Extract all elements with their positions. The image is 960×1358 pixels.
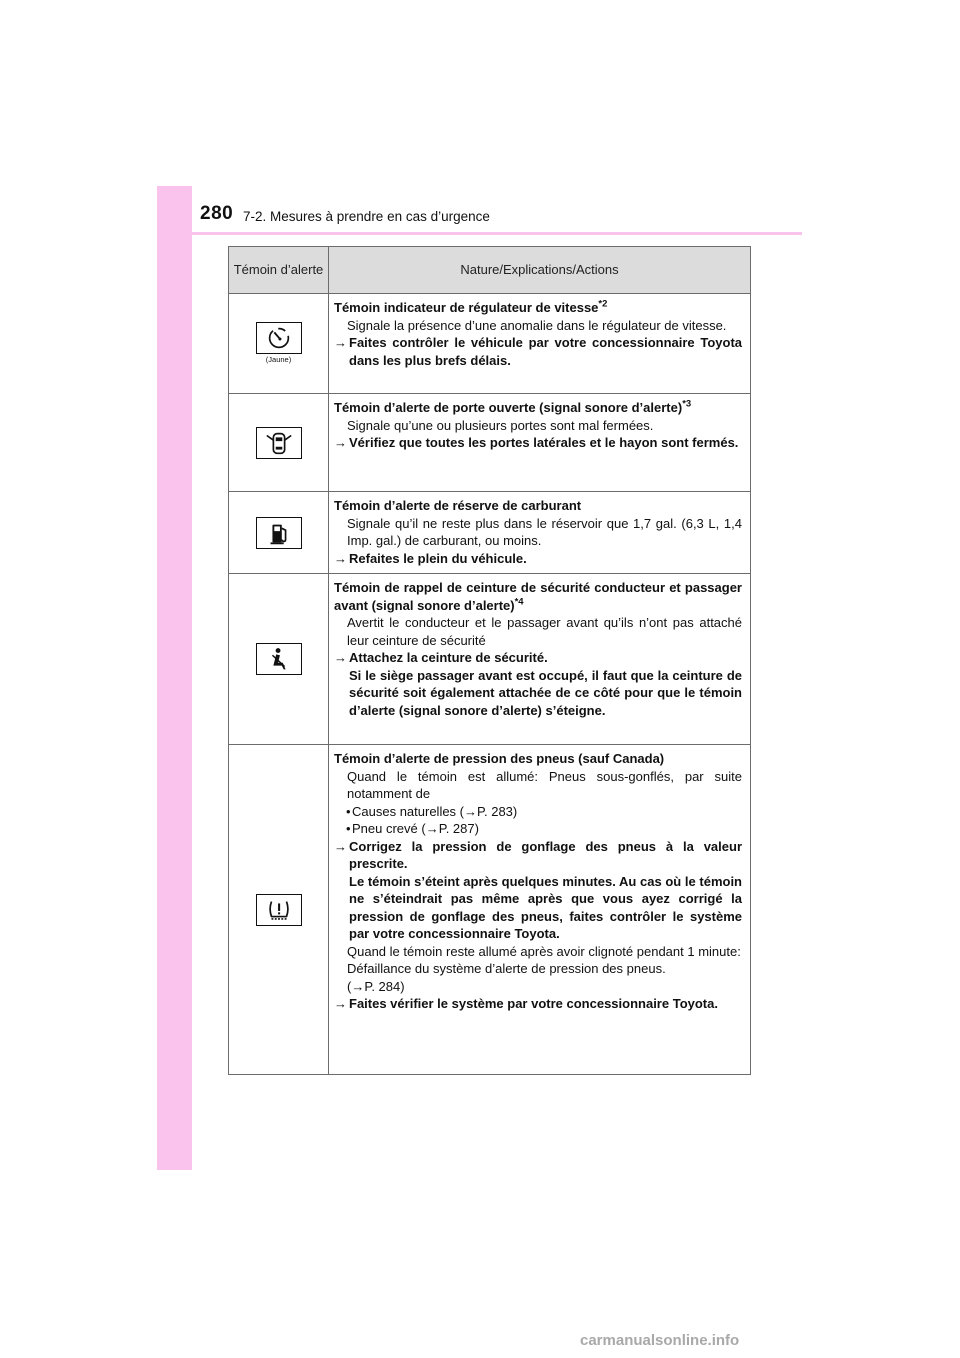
page-number: 280 bbox=[200, 203, 234, 224]
icon-cell bbox=[229, 394, 329, 492]
icon-cell bbox=[229, 574, 329, 745]
row-action-secondary: Faites vérifier le système par votre concessionnaire Toyota. bbox=[349, 996, 718, 1011]
row-action: Faites contrôler le véhicule par votre concessionnaire Toyota dans les plus brefs délais. bbox=[349, 335, 742, 368]
table-row bbox=[229, 745, 751, 1075]
row-title: Témoin indicateur de régulateur de vitesse bbox=[334, 300, 599, 315]
arrow-icon: → bbox=[334, 996, 347, 1011]
warning-lights-table bbox=[228, 246, 751, 1075]
row-description-tertiary: Défaillance du système d’alerte de pression des pneus. bbox=[347, 961, 666, 976]
list-item: • Causes naturelles (→P. 283) bbox=[334, 803, 742, 821]
fuel-pump-icon bbox=[256, 517, 302, 549]
row-action: Vérifiez que toutes les portes latérales et le hayon sont fermés. bbox=[349, 435, 739, 450]
arrow-icon: → bbox=[334, 550, 347, 566]
arrow-icon: → bbox=[334, 838, 347, 854]
arrow-icon: → bbox=[334, 435, 347, 450]
table-row bbox=[229, 394, 751, 492]
row-action-note: Si le siège passager avant est occupé, il faut que la ceinture de sécurité soit également attachée de ce côté pour que le témoin d’alerte (signal sonore d’alerte) s’éteigne. bbox=[349, 667, 742, 718]
row-description: Signale qu’il ne reste plus dans le réservoir que 1,7 gal. (6,3 L, 1,4 Imp. gal.) de carburant, ou moins. bbox=[347, 515, 742, 548]
description-cell bbox=[329, 745, 751, 1075]
footnote-ref: *3 bbox=[682, 398, 692, 410]
page-reference: (→P. 284) bbox=[347, 978, 405, 994]
row-action: Attachez la ceinture de sécurité. bbox=[349, 650, 548, 665]
cruise-control-icon bbox=[256, 322, 302, 354]
description-cell bbox=[329, 574, 751, 745]
row-description: Signale la présence d’une anomalie dans le régulateur de vitesse. bbox=[347, 317, 727, 333]
icon-cell bbox=[229, 745, 329, 1075]
icon-cell bbox=[229, 294, 329, 394]
column-header-warning-light: Témoin d’alerte bbox=[229, 247, 329, 294]
row-title: Témoin d’alerte de pression des pneus (sauf Canada) bbox=[334, 751, 665, 766]
seatbelt-icon bbox=[256, 643, 302, 675]
row-description: Signale qu’une ou plusieurs portes sont mal fermées. bbox=[347, 417, 654, 433]
row-title: Témoin de rappel de ceinture de sécurité conducteur et passager avant (signal sonore d’alerte) bbox=[334, 580, 742, 613]
row-action: Corrigez la pression de gonflage des pneus à la valeur prescrite. bbox=[349, 838, 742, 871]
table-row bbox=[229, 492, 751, 574]
header-rule bbox=[192, 232, 802, 235]
table-row bbox=[229, 294, 751, 394]
row-action: Refaites le plein du véhicule. bbox=[349, 550, 527, 566]
row-title: Témoin d’alerte de réserve de carburant bbox=[334, 498, 582, 513]
arrow-icon: → bbox=[334, 335, 347, 350]
row-description: Quand le témoin est allumé: Pneus sous-gonflés, par suite notamment de bbox=[347, 768, 742, 801]
footnote-ref: *2 bbox=[598, 298, 608, 310]
row-title: Témoin d’alerte de porte ouverte (signal sonore d’alerte) bbox=[334, 400, 683, 415]
table-header-row bbox=[229, 247, 751, 294]
description-cell bbox=[329, 492, 751, 574]
description-cell bbox=[329, 294, 751, 394]
chapter-side-tab bbox=[157, 186, 192, 1170]
column-header-description: Nature/Explications/Actions bbox=[329, 247, 751, 294]
footnote-ref: *4 bbox=[514, 596, 524, 608]
row-description: Avertit le conducteur et le passager avant qu’ils n’ont pas attaché leur ceinture de sécurité bbox=[347, 615, 742, 648]
icon-caption: (Jaune) bbox=[265, 355, 292, 364]
arrow-icon: → bbox=[334, 650, 347, 665]
open-door-icon bbox=[256, 427, 302, 459]
row-action-note: Le témoin s’éteint après quelques minutes. Au cas où le témoin ne s’éteindrait pas même après que vous ayez corrigé la pression de gonflage des pneus, faites contrôler le système par votre concessionnaire Toyota. bbox=[349, 873, 742, 941]
tire-pressure-icon bbox=[256, 894, 302, 926]
list-item: • Pneu crevé (→P. 287) bbox=[334, 820, 742, 838]
watermark: carmanualsonline.info bbox=[580, 1332, 740, 1349]
table-row bbox=[229, 574, 751, 745]
row-description-secondary: Quand le témoin reste allumé après avoir clignoté pendant 1 minute: bbox=[347, 943, 741, 959]
icon-cell bbox=[229, 492, 329, 574]
section-title: 7-2. Mesures à prendre en cas d’urgence bbox=[243, 209, 490, 224]
description-cell bbox=[329, 394, 751, 492]
